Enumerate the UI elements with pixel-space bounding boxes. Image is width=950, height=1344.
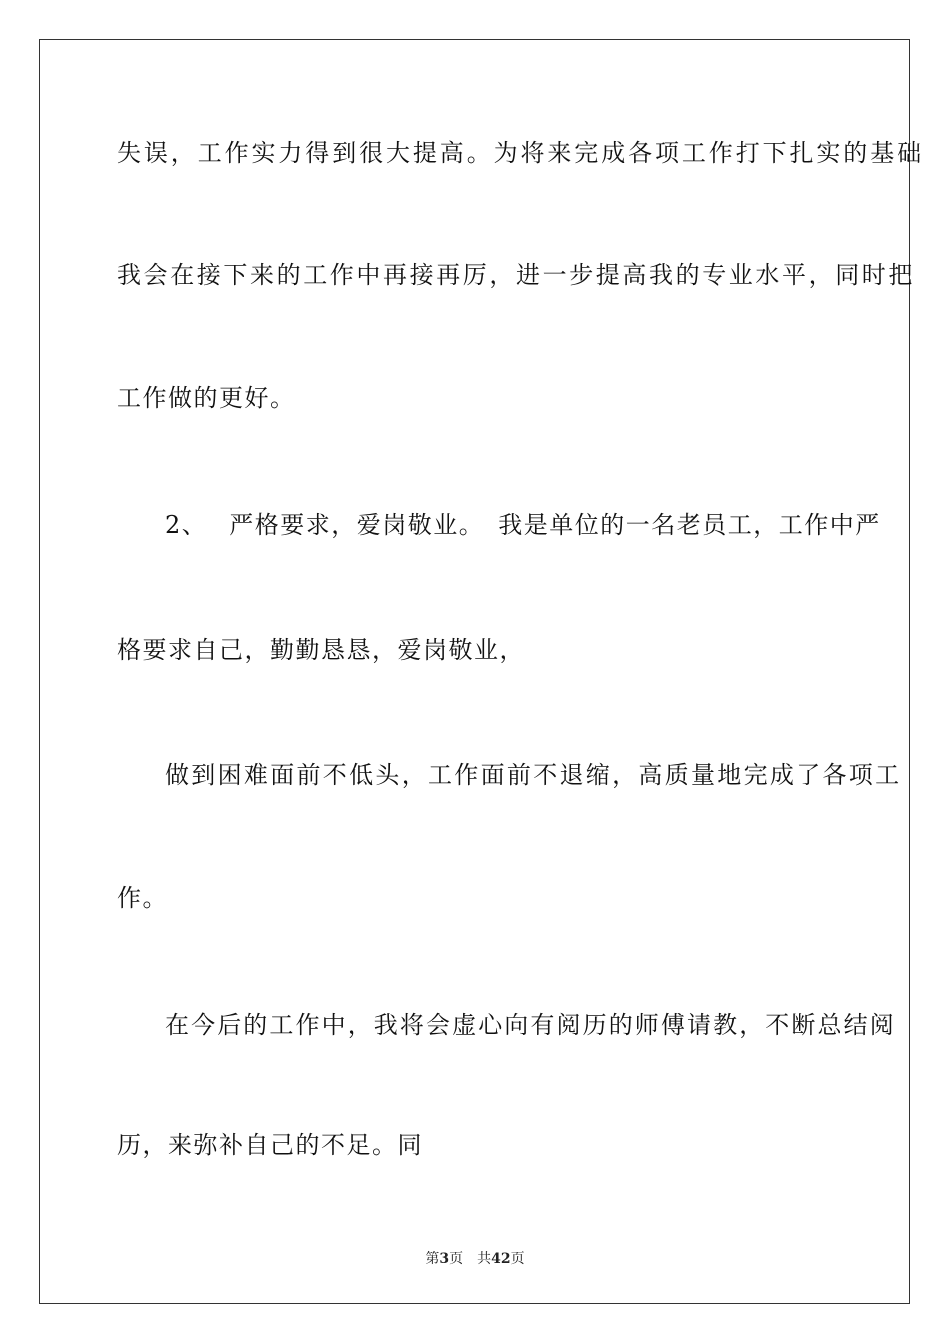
page-prefix: 第 [425, 1251, 440, 1267]
text-line-2: 我会在接下来的工作中再接再厉，进一步提高我的专业水平，同时把 [117, 261, 915, 289]
text-line-6: 做到困难面前不低头，工作面前不退缩，高质量地完成了各项工 [165, 761, 902, 789]
section-number: 2、 [165, 511, 208, 539]
page-number: 3 [439, 1251, 450, 1267]
section-heading: 严格要求，爱岗敬业。 [229, 511, 485, 539]
total-pages: 42 [491, 1251, 511, 1267]
text-line-1: 失误，工作实力得到很大提高。为将来完成各项工作打下扎实的基础 [117, 139, 924, 167]
text-line-9: 历，来弥补自己的不足。同 [117, 1131, 423, 1159]
text-line-7: 作。 [117, 884, 168, 912]
page-suffix: 页 [449, 1251, 464, 1267]
total-suffix: 页 [510, 1251, 525, 1267]
section-2-line [165, 510, 881, 540]
section-text: 我是单位的一名老员工，工作中严 [498, 511, 881, 539]
page-border [39, 39, 910, 1304]
text-line-3: 工作做的更好。 [117, 384, 296, 412]
total-prefix: 共 [477, 1251, 492, 1267]
text-line-5: 格要求自己，勤勤恳恳，爱岗敬业， [117, 636, 525, 664]
text-line-8: 在今后的工作中，我将会虚心向有阅历的师傅请教，不断总结阅 [165, 1011, 896, 1039]
page-footer [0, 1248, 950, 1268]
